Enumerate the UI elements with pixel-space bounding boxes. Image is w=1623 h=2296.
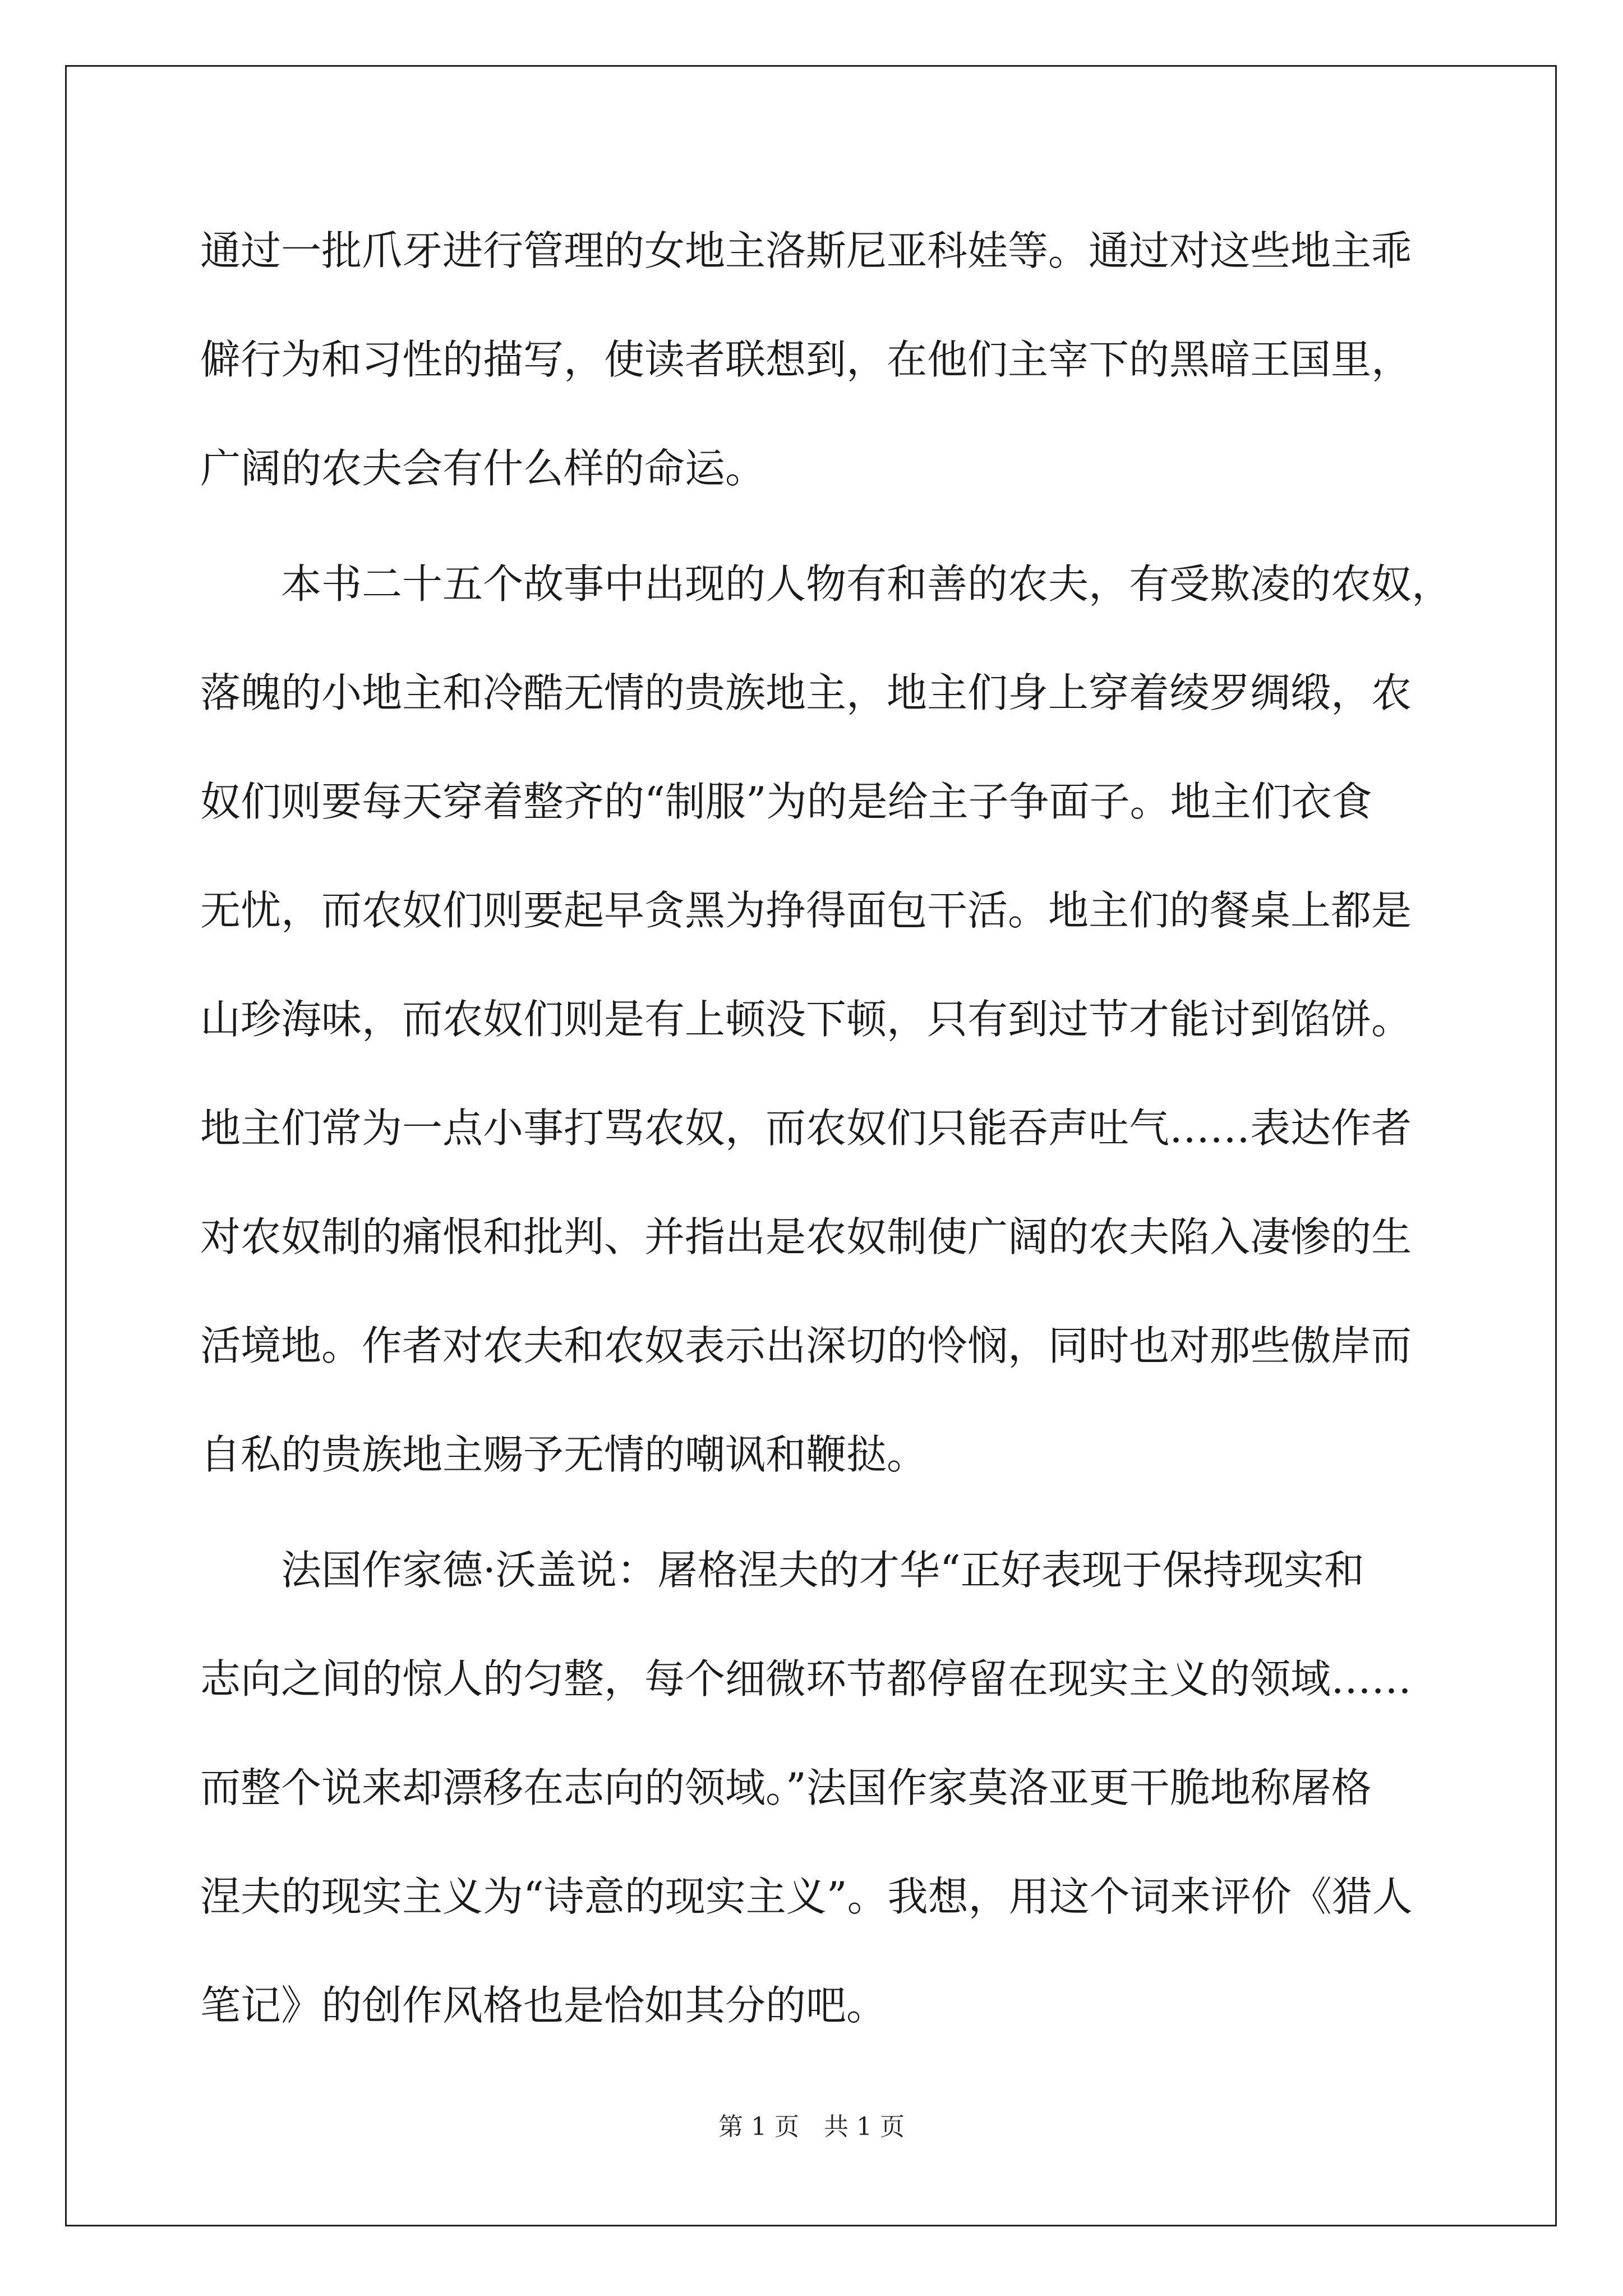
text-line: 落魄的小地主和冷酷无情的贵族地主，地主们身上穿着绫罗绸缎，农 — [200, 669, 1412, 716]
page-number-footer: 第 1 页 共 1 页 — [718, 2113, 905, 2141]
text-line: 涅夫的现实主义为“诗意的现实主义”。我想，用这个词来评价《猎人 — [200, 1873, 1413, 1920]
text-line: 无忧，而农奴们则要起早贪黑为挣得面包干活。地主们的餐桌上都是 — [200, 887, 1412, 934]
text-line: 笔记》的创作风格也是恰如其分的吧。 — [200, 1982, 887, 2029]
text-line: 志向之间的惊人的匀整，每个细微环节都停留在现实主义的领域…… — [200, 1655, 1412, 1703]
paragraph-3 — [200, 1520, 1434, 2064]
text-line: 而整个说来却漂移在志向的领域。”法国作家莫洛亚更干脆地称屠格 — [200, 1764, 1372, 1811]
paragraph-1 — [200, 200, 1434, 527]
text-line: 本书二十五个故事中出现的人物有和善的农夫，有受欺凌的农奴， — [200, 560, 1453, 608]
text-line: 广阔的农夫会有什么样的命运。 — [200, 445, 766, 492]
text-line: 法国作家德·沃盖说：屠格涅夫的才华“正好表现于保持现实和 — [200, 1547, 1364, 1594]
text-line: 地主们常为一点小事打骂农奴，而农奴们只能吞声吐气……表达作者 — [200, 1105, 1412, 1152]
text-line: 通过一批爪牙进行管理的女地主洛斯尼亚科娃等。通过对这些地主乖 — [200, 227, 1412, 274]
text-line: 僻行为和习性的描写，使读者联想到，在他们主宰下的黑暗王国里， — [200, 336, 1412, 383]
text-line: 对农奴制的痛恨和批判、并指出是农奴制使广阔的农夫陷入凄惨的生 — [200, 1213, 1412, 1260]
paragraph-2 — [200, 533, 1453, 1513]
text-line: 活境地。作者对农夫和农奴表示出深切的怜悯，同时也对那些傲岸而 — [200, 1322, 1412, 1369]
document-body — [200, 200, 1453, 2064]
text-line: 奴们则要每天穿着整齐的“制服”为的是给主子争面子。地主们衣食 — [200, 778, 1372, 825]
text-line: 山珍海味，而农奴们则是有上顿没下顿，只有到过节才能讨到馅饼。 — [200, 996, 1412, 1043]
text-line: 自私的贵族地主赐予无情的嘲讽和鞭挞。 — [200, 1431, 928, 1478]
